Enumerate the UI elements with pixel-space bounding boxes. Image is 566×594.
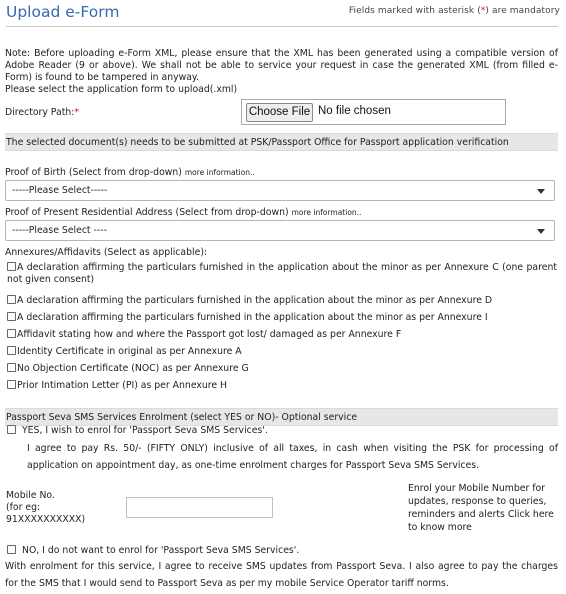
annexure-c-text: A declaration affirming the particulars furnished in the application about the minor as per Annexure C (one parent not given consent) bbox=[7, 262, 557, 285]
mobile-number-label-line2: (for eg: bbox=[6, 502, 41, 513]
annexure-f-text: Affidavit stating how and where the Passport got lost/ damaged as per Annexure F bbox=[17, 329, 402, 340]
sms-no-text: NO, I do not want to enrol for 'Passport Seva SMS Services'. bbox=[22, 545, 300, 556]
annexure-i-text: A declaration affirming the particulars furnished in the application about the minor as per Annexure I bbox=[17, 312, 488, 323]
sms-no-option[interactable] bbox=[7, 545, 557, 557]
proof-of-birth-selected: -----Please Select----- bbox=[12, 185, 108, 196]
directory-path-text: Directory Path: bbox=[5, 107, 75, 118]
proof-of-address-text: Proof of Present Residential Address (Select from drop-down) bbox=[5, 207, 289, 218]
mandatory-prefix: Fields marked with asterisk ( bbox=[348, 6, 481, 16]
annexure-f-checkbox[interactable] bbox=[7, 329, 16, 338]
page-title: Upload e-Form bbox=[6, 3, 120, 21]
annexure-h-option[interactable] bbox=[7, 380, 557, 392]
proof-of-address-label bbox=[5, 207, 361, 218]
mandatory-suffix: ) are mandatory bbox=[485, 6, 560, 16]
annexure-h-text: Prior Intimation Letter (PI) as per Annexure H bbox=[17, 380, 228, 391]
choose-file-button[interactable]: Choose File bbox=[246, 103, 313, 122]
annexure-d-text: A declaration affirming the particulars furnished in the application about the minor as per Annexure D bbox=[17, 295, 493, 306]
sms-consent-text: With enrolment for this service, I agree to receive SMS updates from Passport Seva. I also agree to pay the charges for the SMS that I would send to Passport Seva as per my mobile Service Operator tariff norms. bbox=[5, 561, 558, 589]
sms-yes-checkbox[interactable] bbox=[7, 425, 16, 434]
proof-of-birth-text: Proof of Birth (Select from drop-down) bbox=[5, 167, 182, 178]
sms-enrolment-heading: Passport Seva SMS Services Enrolment (select YES or NO)- Optional service bbox=[6, 412, 358, 423]
select-form-prompt: Please select the application form to upload(.xml) bbox=[5, 84, 238, 95]
annexure-f-option[interactable] bbox=[7, 329, 557, 341]
proof-of-birth-select[interactable] bbox=[5, 180, 555, 201]
sms-no-checkbox[interactable] bbox=[7, 545, 16, 554]
psk-submission-section-bar bbox=[5, 133, 558, 151]
upload-note: Note: Before uploading e-Form XML, please ensure that the XML has been generated using a compatible version of Adobe Reader (9 or above). We shall not be able to service your request in case the generated XML (from filled e-Form) is found to be tampered in anyway. bbox=[5, 48, 558, 83]
annexure-c-checkbox[interactable] bbox=[7, 262, 16, 271]
annexure-i-checkbox[interactable] bbox=[7, 312, 16, 321]
mobile-number-label-line3: 91XXXXXXXXXX) bbox=[6, 514, 86, 525]
annexure-g-option[interactable] bbox=[7, 363, 557, 375]
annexure-c-option[interactable] bbox=[7, 262, 557, 286]
annexure-g-checkbox[interactable] bbox=[7, 363, 16, 372]
annexure-a-option[interactable] bbox=[7, 346, 557, 358]
chevron-down-icon bbox=[537, 229, 545, 234]
sms-enrolment-section-bar bbox=[5, 408, 558, 426]
annexure-a-text: Identity Certificate in original as per Annexure A bbox=[17, 346, 242, 357]
proof-of-address-more-info-link[interactable]: more information.. bbox=[291, 208, 362, 217]
sms-yes-option[interactable] bbox=[7, 425, 557, 437]
mobile-number-input[interactable] bbox=[126, 497, 273, 518]
proof-of-birth-label bbox=[5, 167, 255, 178]
proof-of-address-selected: -----Please Select ---- bbox=[12, 225, 107, 236]
file-status: No file chosen bbox=[318, 105, 391, 117]
annexure-d-checkbox[interactable] bbox=[7, 295, 16, 304]
sms-agreement-text: I agree to pay Rs. 50/- (FIFTY ONLY) inclusive of all taxes, in cash when visiting the PSK for processing of application on appointment day, as one-time enrolment charges for Passport Seva SMS Services. bbox=[27, 443, 558, 471]
chevron-down-icon bbox=[537, 189, 545, 194]
annexure-g-text: No Objection Certificate (NOC) as per Annexure G bbox=[17, 363, 249, 374]
file-upload-field[interactable] bbox=[241, 99, 506, 125]
mobile-number-label-line1: Mobile No. bbox=[6, 490, 55, 501]
annexure-a-checkbox[interactable] bbox=[7, 346, 16, 355]
enrol-help-text[interactable]: Enrol your Mobile Number for updates, response to queries, reminders and alerts Click here to know more bbox=[408, 483, 554, 533]
annexure-h-checkbox[interactable] bbox=[7, 380, 16, 389]
mandatory-fields-note bbox=[349, 6, 560, 16]
annexure-d-option[interactable] bbox=[7, 295, 557, 307]
proof-of-address-select[interactable] bbox=[5, 220, 555, 241]
asterisk-symbol: * bbox=[480, 6, 486, 16]
directory-path-label bbox=[5, 107, 79, 118]
sms-yes-text: YES, I wish to enrol for 'Passport Seva SMS Services'. bbox=[22, 425, 268, 436]
mobile-number-label bbox=[6, 490, 85, 526]
required-asterisk: * bbox=[74, 107, 80, 118]
page-header bbox=[6, 2, 562, 24]
header-divider bbox=[6, 26, 558, 27]
psk-submission-heading: The selected document(s) needs to be submitted at PSK/Passport Office for Passport application verification bbox=[6, 137, 509, 148]
annexure-i-option[interactable] bbox=[7, 312, 557, 324]
annexures-label: Annexures/Affidavits (Select as applicable): bbox=[5, 247, 208, 258]
proof-of-birth-more-info-link[interactable]: more information.. bbox=[184, 168, 255, 177]
